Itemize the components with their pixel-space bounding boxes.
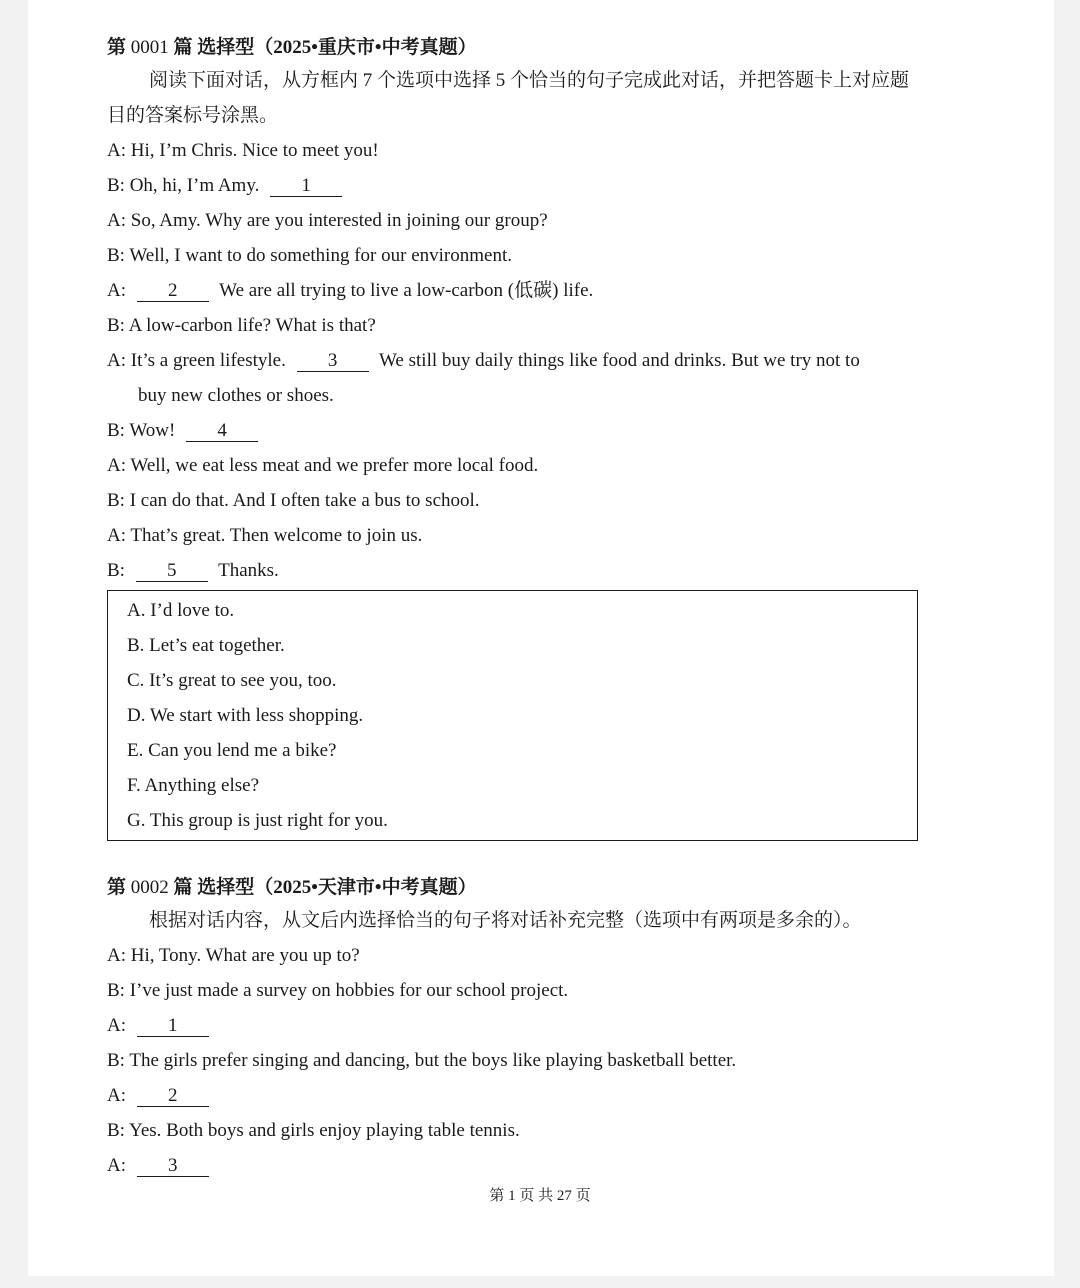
dialogue-line — [107, 203, 919, 238]
dialogue-line — [107, 553, 919, 588]
dialogue-line — [107, 308, 919, 343]
answer-blank: 1 — [270, 176, 342, 197]
section-number: 0002 — [130, 877, 169, 898]
dialogue-line — [107, 1078, 919, 1113]
line-text: B: I can do that. And I often take a bus to school. — [107, 490, 480, 511]
option-item: B. Let’s eat together. — [127, 635, 285, 656]
heading-suffix: 篇 选择型（2025•天津市•中考真题） — [173, 877, 477, 898]
line-text: B: Yes. Both boys and girls enjoy playing table tennis. — [107, 1120, 520, 1141]
dialogue — [107, 133, 919, 588]
document-content — [107, 28, 919, 1183]
dialogue-line — [107, 1113, 919, 1148]
dialogue-line — [107, 938, 919, 973]
section-heading-0002 — [107, 868, 919, 903]
dialogue-line — [107, 343, 919, 378]
line-text: We still buy daily things like food and drinks. But we try not to — [374, 350, 860, 371]
section-instruction: 阅读下面对话，从方框内 7 个选项中选择 5 个恰当的句子完成此对话，并把答题卡上对应题目的答案标号涂黑。 — [107, 70, 910, 126]
dialogue-line — [107, 168, 919, 203]
option-item: E. Can you lend me a bike? — [127, 740, 337, 761]
line-text: A: Hi, I’m Chris. Nice to meet you! — [107, 140, 379, 161]
line-text: buy new clothes or shoes. — [138, 385, 334, 406]
options-box — [107, 590, 918, 841]
line-text: A: That’s great. Then welcome to join us. — [107, 525, 423, 546]
dialogue-line — [107, 238, 919, 273]
line-text: A: Well, we eat less meat and we prefer more local food. — [107, 455, 539, 476]
section-number: 0001 — [130, 37, 169, 58]
answer-blank: 5 — [136, 561, 208, 582]
line-text: B: A low-carbon life? What is that? — [107, 315, 376, 336]
answer-blank: 3 — [137, 1156, 209, 1177]
line-text: B: Oh, hi, I’m Amy. — [107, 175, 265, 196]
dialogue-line — [107, 1008, 919, 1043]
line-text: A: It’s a green lifestyle. — [107, 350, 291, 371]
answer-blank: 2 — [137, 1086, 209, 1107]
heading-prefix: 第 — [107, 877, 127, 898]
line-text: A: — [107, 280, 131, 301]
answer-blank: 4 — [186, 421, 258, 442]
line-text: Thanks. — [213, 560, 279, 581]
section-heading-0001 — [107, 28, 919, 63]
heading-suffix: 篇 选择型（2025•重庆市•中考真题） — [173, 37, 477, 58]
line-text: A: Hi, Tony. What are you up to? — [107, 945, 360, 966]
heading-prefix: 第 — [107, 37, 127, 58]
answer-blank: 3 — [297, 351, 369, 372]
option-item: C. It’s great to see you, too. — [127, 670, 337, 691]
dialogue-line — [107, 1148, 919, 1183]
dialogue-line — [107, 518, 919, 553]
option-item: G. This group is just right for you. — [127, 810, 388, 831]
line-text: A: So, Amy. Why are you interested in joining our group? — [107, 210, 548, 231]
dialogue-line — [107, 1043, 919, 1078]
line-text: We are all trying to live a low-carbon (低碳) life. — [214, 280, 594, 301]
answer-blank: 2 — [137, 281, 209, 302]
line-text: B: I’ve just made a survey on hobbies for our school project. — [107, 980, 569, 1001]
dialogue-line — [107, 133, 919, 168]
dialogue-line — [107, 973, 919, 1008]
answer-blank: 1 — [137, 1016, 209, 1037]
line-text: A: — [107, 1085, 131, 1106]
page-footer: 第 1 页 共 27 页 — [489, 1188, 591, 1204]
option-item: A. I’d love to. — [127, 600, 235, 621]
section-instruction: 根据对话内容，从文后内选择恰当的句子将对话补充完整（选项中有两项是多余的）。 — [149, 910, 862, 931]
line-text: B: Well, I want to do something for our environment. — [107, 245, 512, 266]
dialogue — [107, 938, 919, 1183]
dialogue-line — [107, 483, 919, 518]
line-text: A: — [107, 1015, 131, 1036]
dialogue-line — [107, 413, 919, 448]
line-text: A: — [107, 1155, 131, 1176]
line-text: B: Wow! — [107, 420, 181, 441]
line-text: B: — [107, 560, 130, 581]
dialogue-line — [107, 448, 919, 483]
line-text: B: The girls prefer singing and dancing, but the boys like playing basketball better. — [107, 1050, 737, 1071]
dialogue-line — [107, 273, 919, 308]
option-item: D. We start with less shopping. — [127, 705, 364, 726]
dialogue-line — [107, 378, 919, 413]
option-item: F. Anything else? — [127, 775, 259, 796]
